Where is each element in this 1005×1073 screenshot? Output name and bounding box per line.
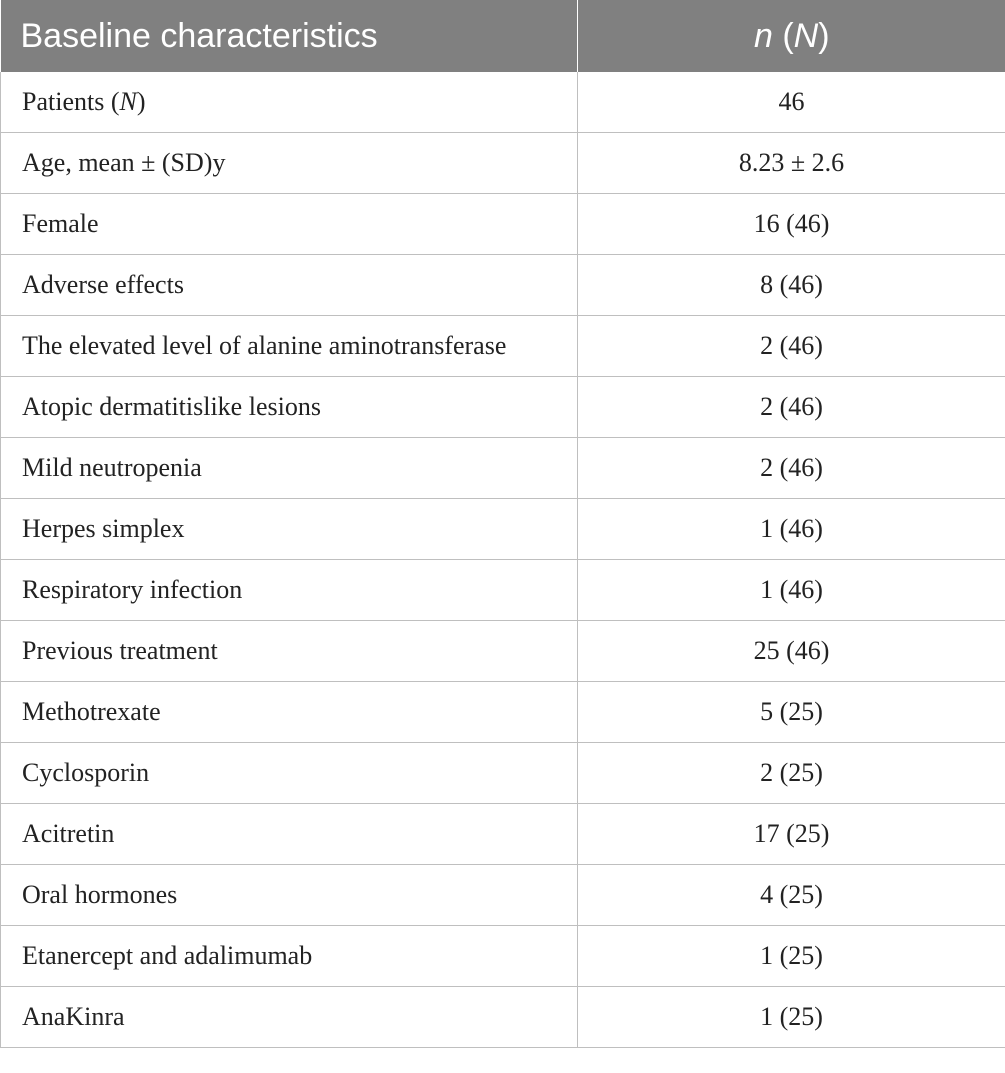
table-row [1, 743, 1005, 804]
row-label: AnaKinra [1, 987, 578, 1048]
table-row [1, 438, 1005, 499]
row-value: 5 (25) [578, 682, 1005, 743]
table-header [1, 0, 1005, 72]
row-value: 2 (46) [578, 377, 1005, 438]
header-n-symbol: n [753, 16, 773, 55]
table-row [1, 682, 1005, 743]
patients-label-prefix: Patients ( [22, 87, 120, 116]
row-value: 25 (46) [578, 621, 1005, 682]
header-n-of-N [578, 0, 1005, 72]
row-value: 1 (25) [578, 987, 1005, 1048]
patients-label-N: N [119, 87, 137, 116]
table-row [1, 499, 1005, 560]
table-row [1, 560, 1005, 621]
row-value: 16 (46) [578, 194, 1005, 255]
row-value: 2 (46) [578, 316, 1005, 377]
table-row [1, 987, 1005, 1048]
table-body [1, 72, 1005, 1048]
row-label: Female [1, 194, 578, 255]
row-value: 4 (25) [578, 865, 1005, 926]
table-row [1, 255, 1005, 316]
header-paren-open: ( [772, 16, 794, 55]
row-label: The elevated level of alanine aminotransferase [1, 316, 578, 377]
header-N-symbol: N [793, 16, 819, 55]
row-label: Mild neutropenia [1, 438, 578, 499]
header-paren-close: ) [818, 16, 830, 55]
row-value: 8 (46) [578, 255, 1005, 316]
table-row [1, 865, 1005, 926]
row-value: 8.23 ± 2.6 [578, 133, 1005, 194]
row-label: Atopic dermatitislike lesions [1, 377, 578, 438]
table-row [1, 72, 1005, 133]
row-value: 2 (46) [578, 438, 1005, 499]
table-row [1, 133, 1005, 194]
row-label: Methotrexate [1, 682, 578, 743]
row-label: Etanercept and adalimumab [1, 926, 578, 987]
table-row [1, 621, 1005, 682]
row-value: 2 (25) [578, 743, 1005, 804]
table-row [1, 316, 1005, 377]
table-row [1, 926, 1005, 987]
header-baseline-characteristics: Baseline characteristics [1, 0, 578, 72]
row-label: Previous treatment [1, 621, 578, 682]
row-label-patients [1, 72, 578, 133]
table-row [1, 377, 1005, 438]
table-row [1, 804, 1005, 865]
row-label: Oral hormones [1, 865, 578, 926]
row-value: 17 (25) [578, 804, 1005, 865]
row-label: Cyclosporin [1, 743, 578, 804]
table-row [1, 194, 1005, 255]
header-row [1, 0, 1005, 72]
row-value: 1 (25) [578, 926, 1005, 987]
row-label: Herpes simplex [1, 499, 578, 560]
row-value: 1 (46) [578, 560, 1005, 621]
patients-label-suffix: ) [136, 87, 146, 116]
row-label: Adverse effects [1, 255, 578, 316]
row-value: 1 (46) [578, 499, 1005, 560]
row-label: Respiratory infection [1, 560, 578, 621]
row-value-patients: 46 [578, 72, 1005, 133]
row-label: Acitretin [1, 804, 578, 865]
row-label: Age, mean ± (SD)y [1, 133, 578, 194]
